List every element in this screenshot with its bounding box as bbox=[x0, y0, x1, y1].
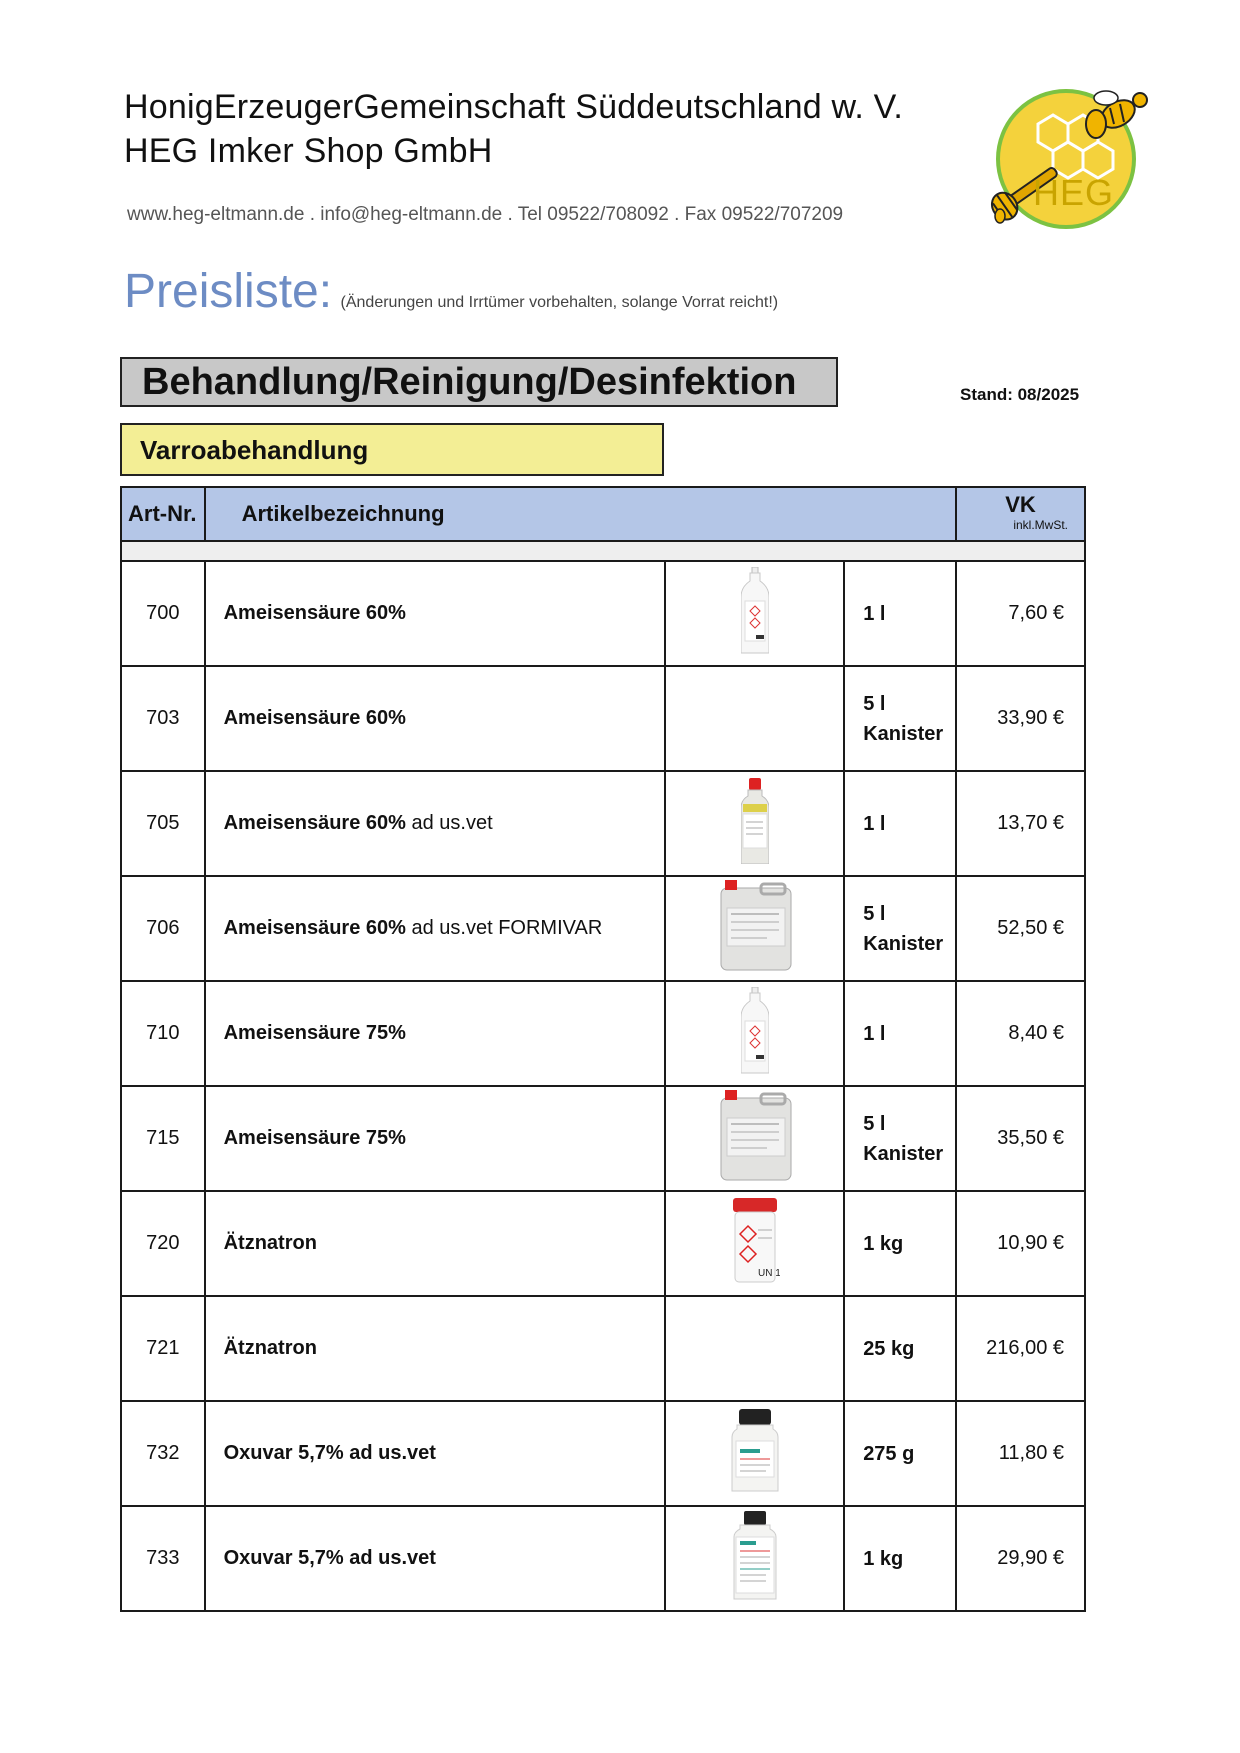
product-image-bottle-white-icon bbox=[741, 567, 769, 661]
article-name bbox=[205, 1086, 665, 1191]
art-nr: 705 bbox=[121, 771, 205, 876]
art-nr: 706 bbox=[121, 876, 205, 981]
price: 29,90 € bbox=[956, 1506, 1085, 1611]
contact-info: www.heg-eltmann.de . info@heg-eltmann.de . Tel 09522/708092 . Fax 09522/707209 bbox=[127, 204, 844, 225]
article-name-bold: Oxuvar 5,7% ad us.vet bbox=[223, 1442, 436, 1464]
quantity bbox=[844, 981, 956, 1086]
logo-text: HEG bbox=[1033, 172, 1115, 213]
article-name-bold: Ameisensäure 60% bbox=[223, 917, 406, 939]
art-nr: 732 bbox=[121, 1401, 205, 1506]
art-nr: 710 bbox=[121, 981, 205, 1086]
quantity-unit: Kanister bbox=[863, 722, 944, 745]
heg-logo bbox=[978, 84, 1148, 234]
price: 11,80 € bbox=[956, 1401, 1085, 1506]
article-name bbox=[205, 981, 665, 1086]
art-nr: 700 bbox=[121, 561, 205, 666]
quantity-amount: 5 l bbox=[863, 1112, 886, 1135]
col-header-vk bbox=[956, 487, 1085, 541]
price: 8,40 € bbox=[956, 981, 1085, 1086]
svg-text:UN 1: UN 1 bbox=[757, 1267, 780, 1279]
table-row bbox=[121, 876, 1085, 981]
price: 10,90 € bbox=[956, 1191, 1085, 1296]
quantity-amount: 25 kg bbox=[863, 1337, 915, 1360]
product-image-jar-red-icon bbox=[730, 1198, 780, 1290]
quantity bbox=[844, 1191, 956, 1296]
product-image-cell bbox=[665, 1296, 844, 1401]
product-image-cell bbox=[665, 561, 844, 666]
price: 33,90 € bbox=[956, 666, 1085, 771]
quantity-amount: 1 l bbox=[863, 602, 886, 625]
vk-label: VK bbox=[1005, 492, 1036, 517]
page-title bbox=[124, 264, 778, 319]
article-name bbox=[205, 561, 665, 666]
article-name-bold: Ätznatron bbox=[223, 1337, 317, 1359]
subsection-heading: Varroabehandlung bbox=[120, 423, 664, 476]
product-image-bottle-black-large-icon bbox=[732, 1511, 778, 1607]
article-name-bold: Ameisensäure 60% bbox=[223, 602, 406, 624]
table-row bbox=[121, 1401, 1085, 1506]
shop-name: HEG Imker Shop GmbH bbox=[124, 132, 493, 170]
product-image-cell bbox=[665, 876, 844, 981]
section-heading: Behandlung/Reinigung/Desinfektion bbox=[120, 357, 838, 407]
price-table bbox=[120, 486, 1086, 1612]
table-header-row bbox=[121, 487, 1085, 541]
org-name: HonigErzeugerGemeinschaft Süddeutschland w. V. bbox=[124, 88, 904, 126]
quantity-amount: 1 kg bbox=[863, 1232, 904, 1255]
art-nr: 715 bbox=[121, 1086, 205, 1191]
article-name bbox=[205, 876, 665, 981]
table-row bbox=[121, 1506, 1085, 1611]
quantity-unit: Kanister bbox=[863, 932, 944, 955]
quantity bbox=[844, 666, 956, 771]
article-name-bold: Ameisensäure 60% bbox=[223, 812, 406, 834]
product-image-bottle-white-icon bbox=[741, 987, 769, 1081]
price: 52,50 € bbox=[956, 876, 1085, 981]
article-name bbox=[205, 1296, 665, 1401]
quantity bbox=[844, 561, 956, 666]
product-image-cell bbox=[665, 771, 844, 876]
article-name bbox=[205, 1506, 665, 1611]
product-image-bottle-redcap-icon bbox=[741, 778, 769, 870]
product-image-canister-icon bbox=[717, 1090, 793, 1188]
art-nr: 721 bbox=[121, 1296, 205, 1401]
price: 13,70 € bbox=[956, 771, 1085, 876]
quantity-amount: 5 l bbox=[863, 902, 886, 925]
col-header-art-nr: Art-Nr. bbox=[121, 487, 205, 541]
product-image-cell bbox=[665, 666, 844, 771]
table-row bbox=[121, 981, 1085, 1086]
product-image-cell bbox=[665, 1191, 844, 1296]
article-name bbox=[205, 1401, 665, 1506]
table-row bbox=[121, 666, 1085, 771]
quantity-amount: 1 kg bbox=[863, 1547, 904, 1570]
quantity-unit: Kanister bbox=[863, 1142, 944, 1165]
quantity-amount: 1 l bbox=[863, 1022, 886, 1045]
article-name bbox=[205, 666, 665, 771]
quantity bbox=[844, 1086, 956, 1191]
price: 216,00 € bbox=[956, 1296, 1085, 1401]
vk-note: inkl.MwSt. bbox=[1013, 518, 1068, 532]
quantity bbox=[844, 1401, 956, 1506]
product-image-cell bbox=[665, 1401, 844, 1506]
table-row bbox=[121, 771, 1085, 876]
quantity bbox=[844, 876, 956, 981]
table-row bbox=[121, 1191, 1085, 1296]
title-main: Preisliste: bbox=[124, 265, 333, 318]
table-row bbox=[121, 1086, 1085, 1191]
product-image-canister-icon bbox=[717, 880, 793, 978]
quantity bbox=[844, 1506, 956, 1611]
price: 35,50 € bbox=[956, 1086, 1085, 1191]
art-nr: 703 bbox=[121, 666, 205, 771]
article-name-bold: Oxuvar 5,7% ad us.vet bbox=[223, 1547, 436, 1569]
product-image-cell bbox=[665, 1086, 844, 1191]
table-row bbox=[121, 561, 1085, 666]
title-note: (Änderungen und Irrtümer vorbehalten, solange Vorrat reicht!) bbox=[340, 294, 779, 311]
art-nr: 733 bbox=[121, 1506, 205, 1611]
quantity bbox=[844, 1296, 956, 1401]
product-image-cell bbox=[665, 981, 844, 1086]
article-name bbox=[205, 771, 665, 876]
quantity-amount: 5 l bbox=[863, 692, 886, 715]
article-name-bold: Ätznatron bbox=[223, 1232, 317, 1254]
quantity bbox=[844, 771, 956, 876]
stand-date: Stand: 08/2025 bbox=[960, 385, 1080, 404]
article-name bbox=[205, 1191, 665, 1296]
article-name-bold: Ameisensäure 60% bbox=[223, 707, 406, 729]
article-name-bold: Ameisensäure 75% bbox=[223, 1127, 406, 1149]
quantity-amount: 275 g bbox=[863, 1442, 915, 1465]
price: 7,60 € bbox=[956, 561, 1085, 666]
article-name-rest: ad us.vet bbox=[405, 812, 493, 834]
col-header-name: Artikelbezeichnung bbox=[205, 487, 956, 541]
quantity-amount: 1 l bbox=[863, 812, 886, 835]
product-image-cell bbox=[665, 1506, 844, 1611]
article-name-rest: ad us.vet FORMIVAR bbox=[405, 917, 603, 939]
article-name-bold: Ameisensäure 75% bbox=[223, 1022, 406, 1044]
table-spacer-row bbox=[121, 541, 1085, 561]
table-row bbox=[121, 1296, 1085, 1401]
art-nr: 720 bbox=[121, 1191, 205, 1296]
product-image-bottle-black-small-icon bbox=[730, 1409, 780, 1499]
